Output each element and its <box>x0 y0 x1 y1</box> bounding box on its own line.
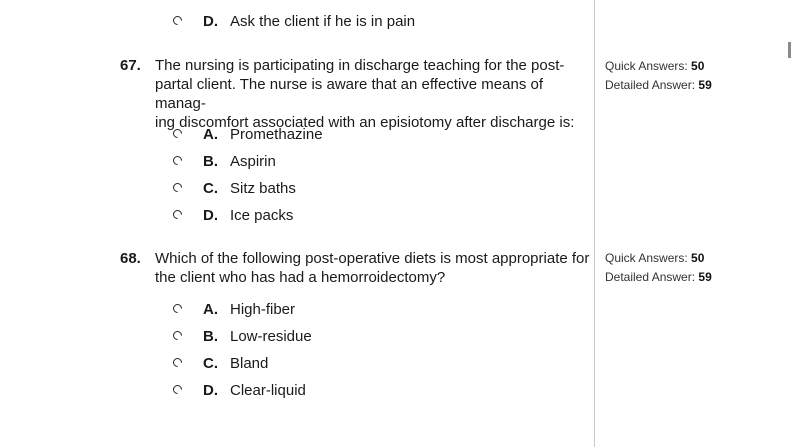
detailed-answer-page[interactable]: 59 <box>698 270 712 284</box>
question-line: ing discomfort associated with an episiotomy after discharge is: <box>155 114 575 131</box>
quick-answers-page[interactable]: 50 <box>691 59 705 73</box>
option-letter: B. <box>203 328 218 345</box>
option-letter: B. <box>203 153 218 170</box>
question-number: 68. <box>120 250 141 267</box>
option-text: Bland <box>230 355 269 372</box>
radio-button-icon[interactable] <box>171 208 184 221</box>
option-text: Promethazine <box>230 126 323 143</box>
option-letter: D. <box>203 207 218 224</box>
option-text: Clear-liquid <box>230 382 306 399</box>
option-letter: D. <box>203 382 218 399</box>
detailed-answer-68[interactable] <box>605 268 712 287</box>
detailed-answer-67[interactable] <box>605 76 712 95</box>
question-line: The nursing is participating in discharge teaching for the post- <box>155 57 565 74</box>
option-text: Low-residue <box>230 328 312 345</box>
scrollbar-thumb[interactable] <box>788 42 791 58</box>
margin-divider <box>594 0 595 447</box>
option-letter: A. <box>203 301 218 318</box>
question-number: 67. <box>120 57 141 74</box>
quick-answers-label: Quick Answers: <box>605 59 688 73</box>
question-line: Which of the following post-operative diets is most appropriate for <box>155 250 590 267</box>
option-letter: D. <box>203 13 218 30</box>
radio-button-icon[interactable] <box>171 356 184 369</box>
radio-button-icon[interactable] <box>171 14 184 27</box>
option-text: Ice packs <box>230 207 294 224</box>
option-letter: C. <box>203 180 218 197</box>
quick-answers-68[interactable] <box>605 249 704 268</box>
question-line: the client who has had a hemorroidectomy? <box>155 269 446 286</box>
option-text: Sitz baths <box>230 180 296 197</box>
question-line: partal client. The nurse is aware that an effective means of manag- <box>155 76 543 112</box>
radio-button-icon[interactable] <box>171 329 184 342</box>
radio-button-icon[interactable] <box>171 154 184 167</box>
quick-answers-page[interactable]: 50 <box>691 251 705 265</box>
quick-answers-label: Quick Answers: <box>605 251 688 265</box>
option-text: High-fiber <box>230 301 296 318</box>
detailed-answer-page[interactable]: 59 <box>698 78 712 92</box>
option-letter: C. <box>203 355 218 372</box>
option-letter: A. <box>203 126 218 143</box>
quick-answers-67[interactable] <box>605 57 704 76</box>
radio-button-icon[interactable] <box>171 302 184 315</box>
question-67 <box>120 56 590 131</box>
question-text <box>155 249 591 287</box>
radio-button-icon[interactable] <box>171 181 184 194</box>
detailed-answer-label: Detailed Answer: <box>605 270 696 284</box>
radio-button-icon[interactable] <box>171 383 184 396</box>
question-68 <box>120 249 590 289</box>
detailed-answer-label: Detailed Answer: <box>605 78 696 92</box>
question-text <box>155 56 591 132</box>
option-text: Ask the client if he is in pain <box>230 13 416 30</box>
option-text: Aspirin <box>230 153 276 170</box>
